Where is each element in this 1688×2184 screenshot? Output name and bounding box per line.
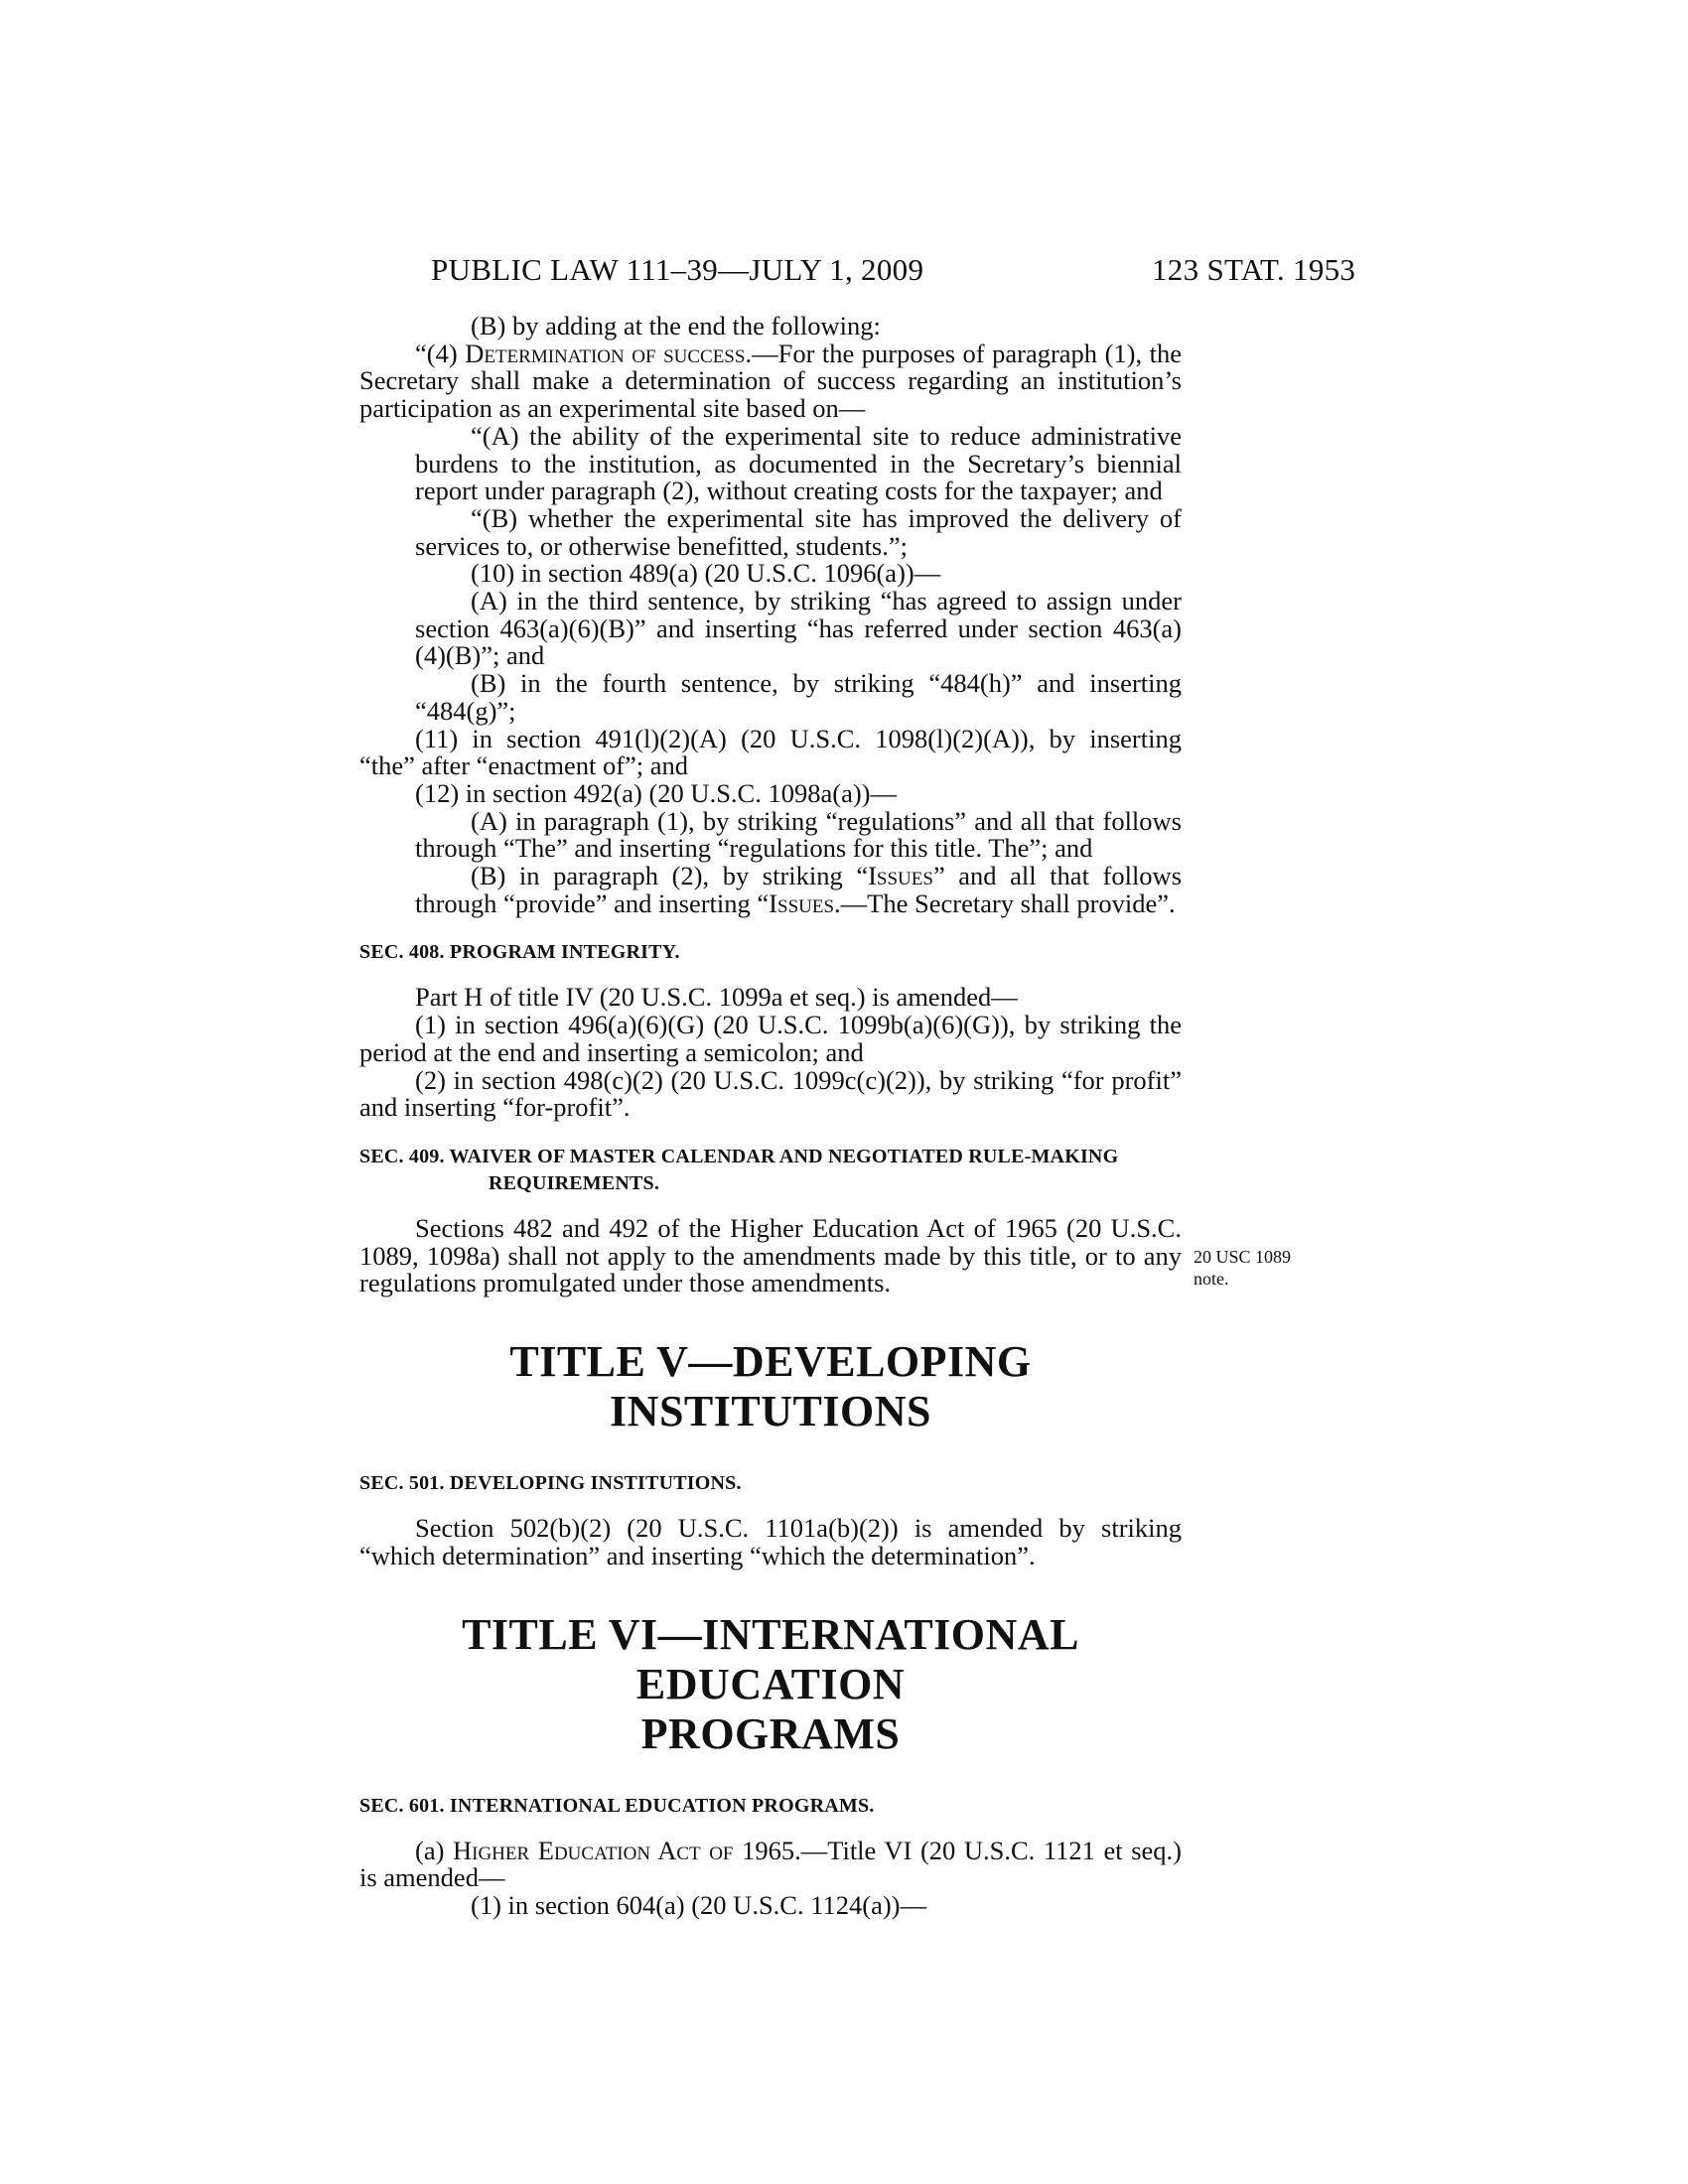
section-heading-501: SEC. 501. DEVELOPING INSTITUTIONS. <box>359 1472 742 1495</box>
margin-note <box>1194 1246 1291 1290</box>
paragraph: (A) in the third sentence, by striking “has agreed to assign under section 463(a)(6)(B)” and inserting “has referred under section 463(a)(4)(B)”; and <box>415 586 1182 671</box>
margin-note-citation: 20 USC 1089 <box>1194 1247 1292 1267</box>
title-heading-line: PROGRAMS <box>640 1708 901 1758</box>
section-heading-601: SEC. 601. INTERNATIONAL EDUCATION PROGRAMS. <box>359 1794 875 1817</box>
title-heading-vi <box>359 1610 1182 1759</box>
text-run: ” and all that follows through “provide” and inserting “ <box>415 861 1183 918</box>
paragraph: (1) in section 496(a)(6)(G) (20 U.S.C. 1099b(a)(6)(G)), by striking the period at the end and inserting a semicolon; and <box>359 1010 1182 1067</box>
paragraph <box>359 863 1182 917</box>
paragraph: Sections 482 and 492 of the Higher Education Act of 1965 (20 U.S.C. 1089, 1098a) shall not apply to the amendments made by this title, or to any regulations promulgated under those amendments. <box>359 1212 1182 1298</box>
text-run: “(4) <box>415 338 466 368</box>
body-text <box>359 313 1182 1920</box>
text-run-smallcaps: Issues <box>769 887 835 918</box>
text-run: (a) <box>415 1835 453 1865</box>
paragraph <box>359 338 1182 424</box>
paragraph: “(A) the ability of the experimental site to reduce administrative burdens to the institution, as documented in the Secretary’s biennial report under paragraph (2), without creating costs for the taxpayer; and <box>415 420 1182 506</box>
title-heading-v: TITLE V—DEVELOPING INSTITUTIONS <box>509 1337 1032 1436</box>
paragraph: Section 502(b)(2) (20 U.S.C. 1101a(b)(2)) is amended by striking “which determination” and inserting “which the determination”. <box>359 1513 1182 1570</box>
text-run: .—For the purposes of paragraph (1), the Secretary shall make a determination of success regarding an institution’s participation as an experimental site based on— <box>359 338 1182 424</box>
running-header-title: PUBLIC LAW 111–39—JULY 1, 2009 <box>431 252 924 287</box>
text-run: .—Title VI (20 U.S.C. 1121 et seq.) is amended— <box>359 1835 1182 1893</box>
paragraph: Part H of title IV (20 U.S.C. 1099a et seq.) is amended— <box>415 982 1018 1013</box>
paragraph: “(B) whether the experimental site has improved the delivery of services to, or otherwise benefitted, students.”; <box>415 502 1182 561</box>
text-run: (B) in paragraph (2), by striking “ <box>471 861 869 891</box>
section-heading-409: SEC. 409. WAIVER OF MASTER CALENDAR AND NEGOTIATED RULE-MAKING REQUIREMENTS. <box>359 1145 1119 1194</box>
title-heading-line: TITLE VI—INTERNATIONAL EDUCATION <box>462 1609 1079 1708</box>
margin-note-label: note. <box>1194 1269 1229 1289</box>
text-run-smallcaps: Higher Education Act of 1965 <box>453 1835 795 1865</box>
text-run-smallcaps: Determination of success <box>465 338 746 368</box>
paragraph: (B) in the fourth sentence, by striking “484(h)” and inserting “484(g)”; <box>415 668 1182 726</box>
paragraph: (11) in section 491(l)(2)(A) (20 U.S.C. 1098(l)(2)(A)), by inserting “the” after “enactment of”; and <box>359 723 1182 781</box>
paragraph: (2) in section 498(c)(2) (20 U.S.C. 1099c(c)(2)), by striking “for profit” and inserting “for-profit”. <box>359 1064 1182 1123</box>
paragraph: (1) in section 604(a) (20 U.S.C. 1124(a))— <box>471 1889 926 1920</box>
paragraph: (B) by adding at the end the following: <box>471 311 881 341</box>
paragraph: (12) in section 492(a) (20 U.S.C. 1098a(a))— <box>415 777 897 808</box>
text-run: .—The Secretary shall provide”. <box>834 887 1176 918</box>
running-header-page-number: 123 STAT. 1953 <box>1152 252 1356 287</box>
text-run-smallcaps: Issues <box>868 861 933 891</box>
paragraph: (10) in section 489(a) (20 U.S.C. 1096(a))— <box>471 558 941 589</box>
paragraph: (A) in paragraph (1), by striking “regulations” and all that follows through “The” and inserting “regulations for this title. The”; and <box>415 805 1182 864</box>
section-heading-408: SEC. 408. PROGRAM INTEGRITY. <box>359 941 680 964</box>
paragraph <box>359 1835 1182 1893</box>
